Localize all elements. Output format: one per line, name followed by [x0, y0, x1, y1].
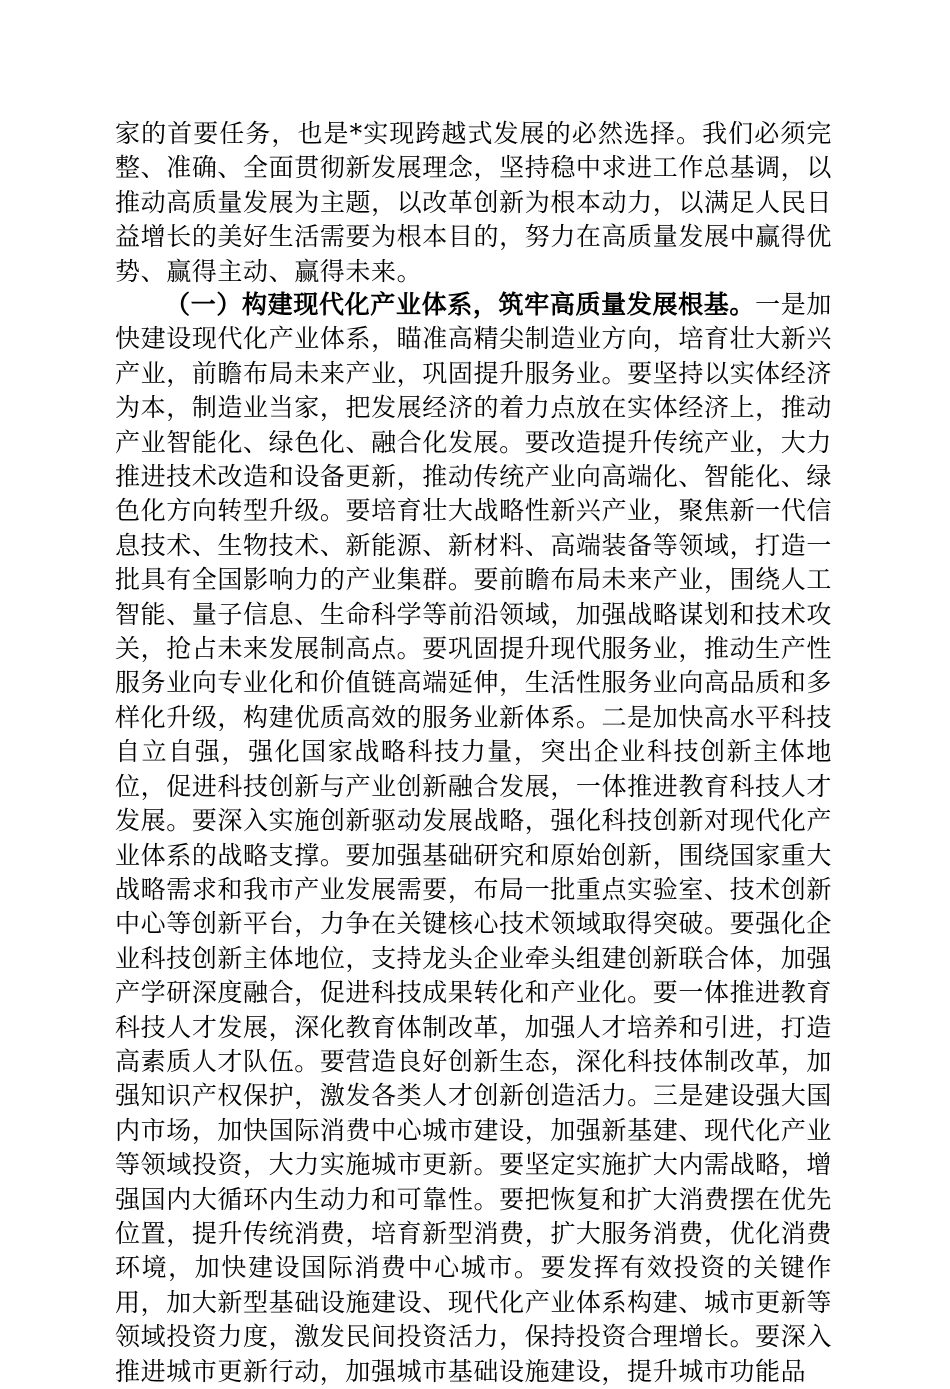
section-heading: （一）构建现代化产业体系，筑牢高质量发展根基。: [165, 290, 756, 319]
section-body: 一是加快建设现代化产业体系，瞄准高精尖制造业方向，培育壮大新兴产业，前瞻布局未来产业，巩固提升服务业。要坚持以实体经济为本，制造业当家，把发展经济的着力点放在实体经济上，推动产业智能化、绿色化、融合化发展。要改造提升传统产业，大力推进技术改造和设备更新，推动传统产业向高端化、智能化、绿色化方向转型升级。要培育壮大战略性新兴产业，聚焦新一代信息技术、生物技术、新能源、新材料、高端装备等领域，打造一批具有全国影响力的产业集群。要前瞻布局未来产业，围绕人工智能、量子信息、生命科学等前沿领域，加强战略谋划和技术攻关，抢占未来发展制高点。要巩固提升现代服务业，推动生产性服务业向专业化和价值链高端延伸，生活性服务业向高品质和多样化升级，构建优质高效的服务业新体系。二是加快高水平科技自立自强，强化国家战略科技力量，突出企业科技创新主体地位，促进科技创新与产业创新融合发展，一体推进教育科技人才发展。要深入实施创新驱动发展战略，强化科技创新对现代化产业体系的战略支撑。要加强基础研究和原始创新，围绕国家重大战略需求和我市产业发展需要，布局一批重点实验室、技术创新中心等创新平台，力争在关键核心技术领域取得突破。要强化企业科技创新主体地位，支持龙头企业牵头组建创新联合体，加强产学研深度融合，促进科技成果转化和产业化。要一体推进教育科技人才发展，深化教育体制改革，加强人才培养和引进，打造高素质人才队伍。要营造良好创新生态，深化科技体制改革，加强知识产权保护，激发各类人才创新创造活力。三是建设强大国内市场，加快国际消费中心城市建设，加强新基建、现代化产业等领域投资，大力实施城市更新。要坚定实施扩大内需战略，增强国内大循环内生动力和可靠性。要把恢复和扩大消费摆在优先位置，提升传统消费，培育新型消费，扩大服务消费，优化消费环境，加快建设国际消费中心城市。要发挥有效投资的关键作用，加大新型基础设施建设、现代化产业体系构建、城市更新等领域投资力度，激发民间投资活力，保持投资合理增长。要深入推进城市更新行动，加强城市基础设施建设，提升城市功能品: [115, 290, 832, 1386]
paragraph-intro: 家的首要任务，也是*实现跨越式发展的必然选择。我们必须完整、准确、全面贯彻新发展理念，坚持稳中求进工作总基调，以推动高质量发展为主题，以改革创新为根本动力，以满足人民日益增长的美好生活需要为根本目的，努力在高质量发展中赢得优势、赢得主动、赢得未来。: [115, 119, 832, 286]
paragraph-section-one: [115, 288, 832, 1386]
